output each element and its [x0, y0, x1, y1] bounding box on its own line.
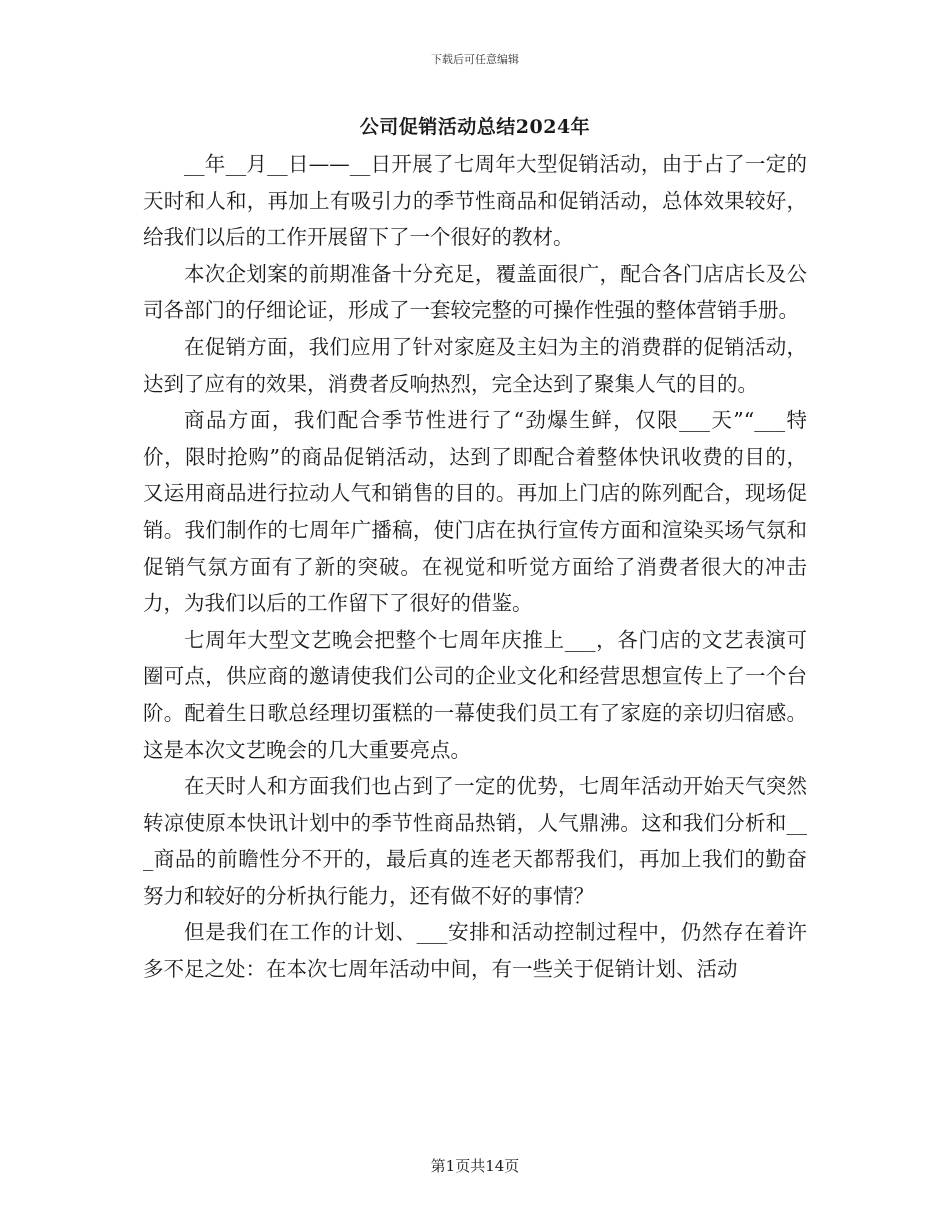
- page-number: 第1页共14页: [430, 1157, 520, 1175]
- paragraph-2: 本次企划案的前期准备十分充足，覆盖面很广，配合各门店店长及公司各部门的仔细论证，形成了一套较完整的可操作性强的整体营销手册。: [143, 261, 807, 323]
- page-header-note: 下载后可任意编辑: [431, 53, 519, 66]
- document-body: [143, 146, 807, 988]
- paragraph-3: 在促销方面，我们应用了针对家庭及主妇为主的消费群的促销活动，达到了应有的效果，消费者反响热烈，完全达到了聚集人气的目的。: [143, 334, 807, 396]
- document-title: 公司促销活动总结2024年: [359, 116, 591, 138]
- paragraph-6: 在天时人和方面我们也占到了一定的优势，七周年活动开始天气突然转凉使原本快讯计划中的季节性商品热销，人气鼎沸。这和我们分析和___商品的前瞻性分不开的，最后真的连老天都帮我们，再加上我们的勤奋努力和较好的分析执行能力，还有做不好的事情？: [143, 774, 807, 908]
- paragraph-5: 七周年大型文艺晚会把整个七周年庆推上___，各门店的文艺表演可圈可点，供应商的邀请使我们公司的企业文化和经营思想宣传上了一个台阶。配着生日歌总经理切蛋糕的一幕使我们员工有了家庭的亲切归宿感。这是本次文艺晚会的几大重要亮点。: [143, 627, 807, 762]
- paragraph-1: __年__月__日——__日开展了七周年大型促销活动，由于占了一定的天时和人和，再加上有吸引力的季节性商品和促销活动，总体效果较好，给我们以后的工作开展留下了一个很好的教材。: [143, 152, 807, 250]
- paragraph-7: 但是我们在工作的计划、___安排和活动控制过程中，仍然存在着许多不足之处：在本次七周年活动中间，有一些关于促销计划、活动: [143, 920, 807, 982]
- paragraph-4: 商品方面，我们配合季节性进行了“劲爆生鲜，仅限___天”“___特价，限时抢购”的商品促销活动，达到了即配合着整体快讯收费的目的，又运用商品进行拉动人气和销售的目的。再加上门店的陈列配合，现场促销。我们制作的七周年广播稿，使门店在执行宣传方面和渲染买场气氛和促销气氛方面有了新的突破。在视觉和听觉方面给了消费者很大的冲击力，为我们以后的工作留下了很好的借鉴。: [143, 408, 807, 616]
